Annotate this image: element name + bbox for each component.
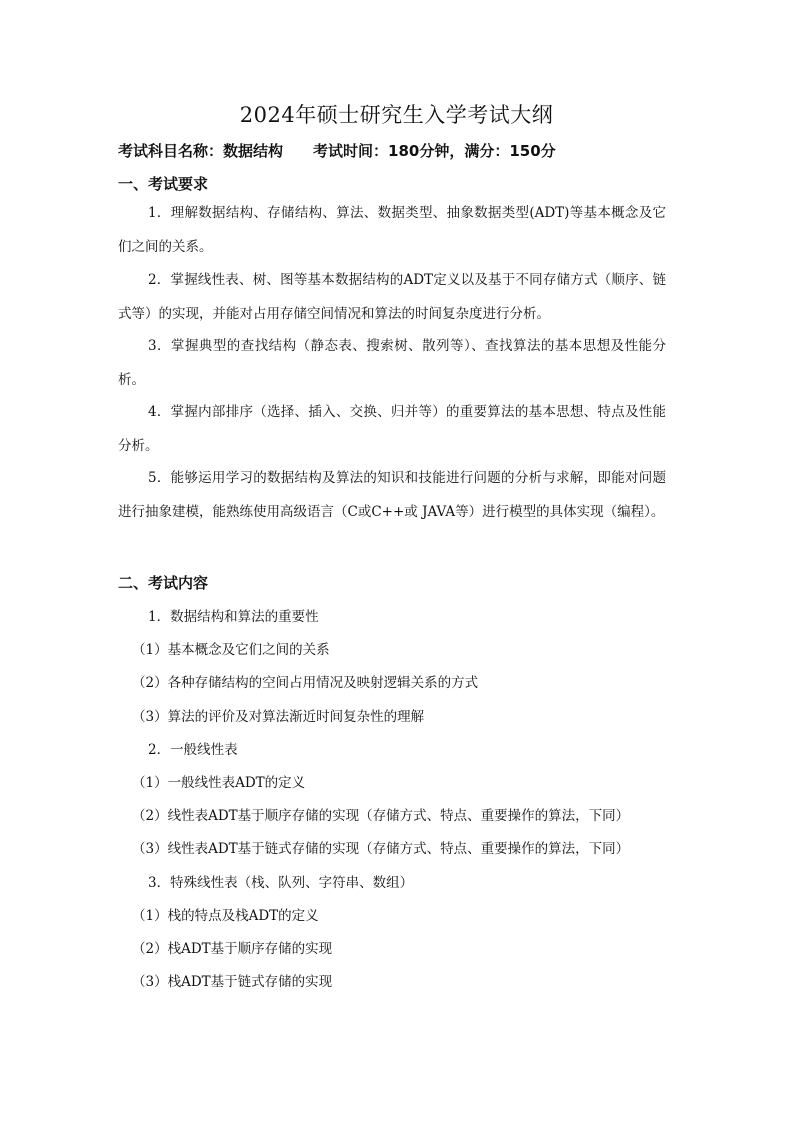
content-subtopic: （2）栈ADT基于顺序存储的实现 xyxy=(132,941,333,957)
requirement-item: 1．理解数据结构、存储结构、算法、数据类型、抽象数据类型(ADT)等基本概念及它们之间的关系。 xyxy=(118,205,666,255)
document-title: 2024年硕士研究生入学考试大纲 xyxy=(239,103,554,127)
content-topic: 1．数据结构和算法的重要性 xyxy=(148,609,319,625)
content-subtopic: （2）线性表ADT基于顺序存储的实现（存储方式、特点、重要操作的算法，下同） xyxy=(132,808,630,824)
requirement-item: 3．掌握典型的查找结构（静态表、搜索树、散列等）、查找算法的基本思想及性能分析。 xyxy=(118,338,666,388)
requirement-item: 4．掌握内部排序（选择、插入、交换、归并等）的重要算法的基本思想、特点及性能分析。 xyxy=(118,404,666,454)
requirement-item: 5．能够运用学习的数据结构及算法的知识和技能进行问题的分析与求解，即能对问题进行抽象建模，能熟练使用高级语言（C或C++或 JAVA等）进行模型的具体实现（编程）。 xyxy=(118,470,666,520)
content-subtopic: （3）线性表ADT基于链式存储的实现（存储方式、特点、重要操作的算法，下同） xyxy=(132,841,630,857)
exam-time-score: 考试时间：180分钟，满分：150分 xyxy=(313,142,556,160)
content-subtopic: （3）栈ADT基于链式存储的实现 xyxy=(132,974,333,990)
content-subtopic: （1）基本概念及它们之间的关系 xyxy=(132,642,330,658)
content-subtopic: （2）各种存储结构的空间占用情况及映射逻辑关系的方式 xyxy=(132,675,479,691)
content-subtopic: （1）一般线性表ADT的定义 xyxy=(132,775,306,791)
content-topic: 2．一般线性表 xyxy=(148,742,238,758)
content-subtopic: （1）栈的特点及栈ADT的定义 xyxy=(132,908,319,924)
content-subtopic: （3）算法的评价及对算法渐近时间复杂性的理解 xyxy=(132,709,425,725)
content-topic: 3．特殊线性表（栈、队列、字符串、数组） xyxy=(148,875,414,891)
exam-info-line xyxy=(118,138,738,164)
requirement-item: 2．掌握线性表、树、图等基本数据结构的ADT定义以及基于不同存储方式（顺序、链式等）的实现，并能对占用存储空间情况和算法的时间复杂度进行分析。 xyxy=(118,272,666,322)
section-heading-requirements: 一、考试要求 xyxy=(118,175,209,193)
exam-subject: 考试科目名称：数据结构 xyxy=(118,142,284,160)
section-heading-content: 二、考试内容 xyxy=(118,574,209,592)
